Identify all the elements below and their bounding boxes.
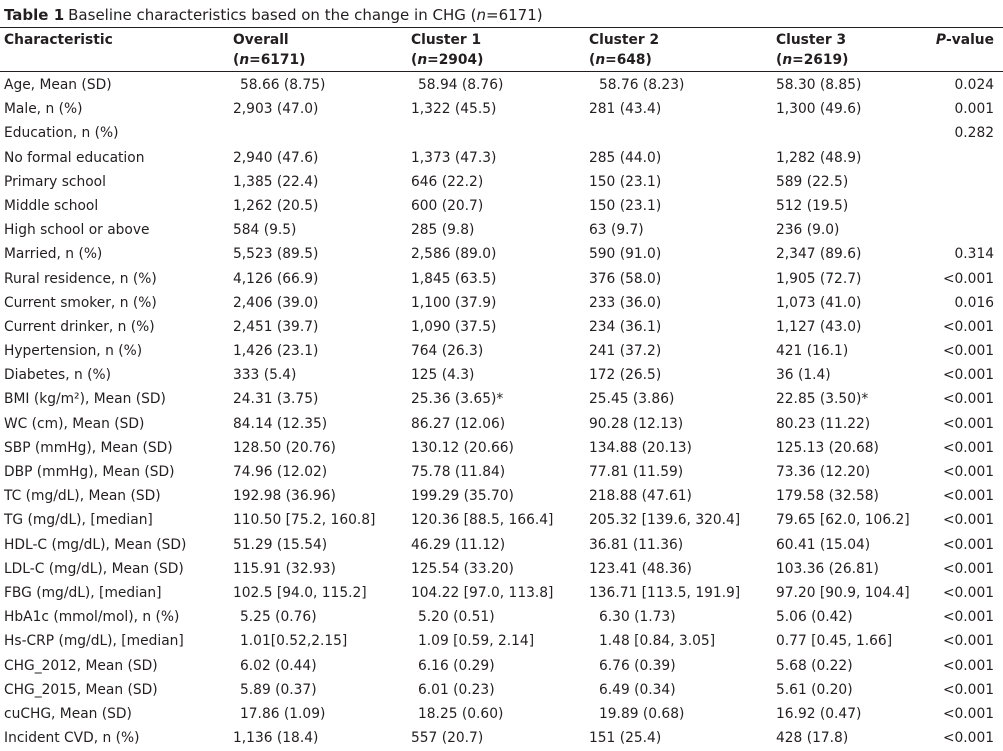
cell-pvalue: 0.282 bbox=[954, 125, 994, 142]
cell-pvalue: 0.314 bbox=[954, 246, 994, 263]
cell-overall: 2,406 (39.0) bbox=[233, 294, 319, 311]
table-row bbox=[0, 654, 1003, 678]
table-row bbox=[0, 97, 1003, 121]
row-label: Male, n (%) bbox=[4, 101, 83, 118]
cell-overall: 6.02 (0.44) bbox=[240, 657, 317, 674]
cell-cluster2: 205.32 [139.6, 320.4] bbox=[589, 512, 741, 529]
cell-cluster3: 421 (16.1) bbox=[776, 343, 849, 360]
cell-cluster2: 6.49 (0.34) bbox=[599, 681, 676, 698]
table-label: Table 1 bbox=[4, 6, 65, 24]
table-row bbox=[0, 605, 1003, 629]
cell-cluster1: 2,586 (89.0) bbox=[411, 246, 497, 263]
cell-pvalue: <0.001 bbox=[942, 367, 994, 384]
cell-cluster1: 646 (22.2) bbox=[411, 173, 484, 190]
cell-cluster2: 172 (26.5) bbox=[589, 367, 662, 384]
cell-overall: 1,136 (18.4) bbox=[233, 730, 319, 747]
cell-pvalue: <0.001 bbox=[942, 512, 994, 529]
cell-cluster2: 134.88 (20.13) bbox=[589, 439, 692, 456]
cell-overall: 24.31 (3.75) bbox=[233, 391, 319, 408]
cell-cluster1: 1,090 (37.5) bbox=[411, 318, 497, 335]
row-label: Married, n (%) bbox=[4, 246, 103, 263]
table-row bbox=[0, 387, 1003, 411]
row-label: CHG_2015, Mean (SD) bbox=[4, 681, 158, 698]
row-label: Diabetes, n (%) bbox=[4, 367, 112, 384]
table-row bbox=[0, 242, 1003, 266]
table-row bbox=[0, 267, 1003, 291]
table-row bbox=[0, 678, 1003, 702]
cell-cluster2: 19.89 (0.68) bbox=[599, 705, 685, 722]
table-top-rule bbox=[0, 27, 1003, 28]
cell-cluster1: 125 (4.3) bbox=[411, 367, 475, 384]
cell-cluster3: 73.36 (12.20) bbox=[776, 464, 871, 480]
cell-pvalue: <0.001 bbox=[942, 681, 994, 698]
header-pvalue: P-value bbox=[935, 32, 994, 48]
cell-cluster3: 125.13 (20.68) bbox=[776, 439, 879, 456]
cell-overall: 74.96 (12.02) bbox=[233, 464, 328, 480]
cell-cluster3: 80.23 (11.22) bbox=[776, 415, 871, 432]
table-row bbox=[0, 170, 1003, 194]
row-label: High school or above bbox=[4, 222, 150, 239]
cell-pvalue: <0.001 bbox=[942, 633, 994, 650]
cell-overall: 17.86 (1.09) bbox=[240, 705, 326, 722]
table-row bbox=[0, 484, 1003, 508]
cell-pvalue: <0.001 bbox=[942, 609, 994, 626]
cell-overall: 192.98 (36.96) bbox=[233, 488, 336, 505]
cell-cluster3: 1,282 (48.9) bbox=[776, 149, 862, 166]
cell-cluster1: 5.20 (0.51) bbox=[418, 609, 495, 626]
row-label: Rural residence, n (%) bbox=[4, 270, 157, 287]
header-characteristic: Characteristic bbox=[4, 32, 113, 48]
cell-cluster2: 218.88 (47.61) bbox=[589, 488, 692, 505]
cell-cluster2: 285 (44.0) bbox=[589, 149, 662, 166]
cell-cluster2: 6.76 (0.39) bbox=[599, 657, 676, 674]
cell-overall: 84.14 (12.35) bbox=[233, 415, 328, 432]
cell-cluster3: 1,127 (43.0) bbox=[776, 318, 862, 335]
row-label: SBP (mmHg), Mean (SD) bbox=[4, 439, 173, 456]
cell-cluster1: 104.22 [97.0, 113.8] bbox=[411, 584, 554, 601]
cell-cluster3: 0.77 [0.45, 1.66] bbox=[776, 633, 893, 650]
cell-cluster2: 233 (36.0) bbox=[589, 294, 662, 311]
cell-cluster3: 512 (19.5) bbox=[776, 197, 849, 214]
cell-pvalue: <0.001 bbox=[942, 657, 994, 674]
cell-overall: 2,940 (47.6) bbox=[233, 149, 319, 166]
table-row bbox=[0, 412, 1003, 436]
table-row bbox=[0, 146, 1003, 170]
header-cluster2: Cluster 2 (n=648) bbox=[589, 32, 660, 68]
cell-cluster1: 130.12 (20.66) bbox=[411, 439, 514, 456]
table-row bbox=[0, 581, 1003, 605]
cell-cluster2: 234 (36.1) bbox=[589, 318, 662, 335]
cell-overall: 102.5 [94.0, 115.2] bbox=[233, 584, 367, 601]
cell-cluster3: 5.68 (0.22) bbox=[776, 657, 853, 674]
cell-cluster1: 1.09 [0.59, 2.14] bbox=[418, 633, 535, 650]
cell-cluster2: 151 (25.4) bbox=[589, 730, 662, 747]
header-overall-n: (n=6171) bbox=[233, 52, 306, 68]
cell-cluster2: 1.48 [0.84, 3.05] bbox=[599, 633, 716, 650]
cell-overall: 5.25 (0.76) bbox=[240, 609, 317, 626]
row-label: BMI (kg/m²), Mean (SD) bbox=[4, 391, 166, 408]
cell-pvalue: <0.001 bbox=[942, 560, 994, 577]
cell-cluster3: 5.61 (0.20) bbox=[776, 681, 853, 698]
table-row bbox=[0, 460, 1003, 484]
cell-cluster2: 90.28 (12.13) bbox=[589, 415, 684, 432]
cell-cluster2: 241 (37.2) bbox=[589, 343, 662, 360]
cell-cluster1: 764 (26.3) bbox=[411, 343, 484, 360]
cell-pvalue: 0.001 bbox=[954, 101, 994, 118]
cell-cluster1: 285 (9.8) bbox=[411, 222, 475, 239]
table-row bbox=[0, 73, 1003, 97]
cell-pvalue: <0.001 bbox=[942, 488, 994, 505]
cell-cluster2: 25.45 (3.86) bbox=[589, 391, 675, 408]
cell-cluster3: 428 (17.8) bbox=[776, 730, 849, 747]
cell-pvalue: <0.001 bbox=[942, 343, 994, 360]
cell-cluster3: 79.65 [62.0, 106.2] bbox=[776, 512, 910, 529]
row-label: Middle school bbox=[4, 197, 99, 214]
table-row bbox=[0, 291, 1003, 315]
table-row bbox=[0, 194, 1003, 218]
row-label: cuCHG, Mean (SD) bbox=[4, 705, 132, 722]
cell-overall: 5,523 (89.5) bbox=[233, 246, 319, 263]
cell-cluster3: 1,073 (41.0) bbox=[776, 294, 862, 311]
cell-cluster2: 590 (91.0) bbox=[589, 246, 662, 263]
cell-pvalue: <0.001 bbox=[942, 391, 994, 408]
cell-pvalue: <0.001 bbox=[942, 730, 994, 747]
table-title: Baseline characteristics based on the change in CHG (n=6171) bbox=[68, 6, 543, 24]
table-row bbox=[0, 218, 1003, 242]
row-label: TG (mg/dL), [median] bbox=[4, 512, 153, 529]
table-row bbox=[0, 315, 1003, 339]
cell-cluster1: 120.36 [88.5, 166.4] bbox=[411, 512, 554, 529]
cell-cluster2: 58.76 (8.23) bbox=[599, 77, 685, 93]
cell-cluster1: 1,845 (63.5) bbox=[411, 270, 497, 287]
cell-cluster1: 6.16 (0.29) bbox=[418, 657, 495, 674]
cell-pvalue: <0.001 bbox=[942, 439, 994, 456]
table-row bbox=[0, 557, 1003, 581]
cell-cluster3: 236 (9.0) bbox=[776, 222, 840, 239]
cell-cluster1: 75.78 (11.84) bbox=[411, 464, 506, 480]
cell-cluster2: 36.81 (11.36) bbox=[589, 536, 684, 553]
cell-cluster3: 1,905 (72.7) bbox=[776, 270, 862, 287]
cell-cluster2: 123.41 (48.36) bbox=[589, 560, 692, 577]
cell-cluster1: 46.29 (11.12) bbox=[411, 536, 506, 553]
cell-cluster1: 125.54 (33.20) bbox=[411, 560, 514, 577]
row-label: WC (cm), Mean (SD) bbox=[4, 415, 145, 432]
table-row bbox=[0, 363, 1003, 387]
cell-overall: 1,262 (20.5) bbox=[233, 197, 319, 214]
row-label: Incident CVD, n (%) bbox=[4, 730, 140, 747]
row-label: Primary school bbox=[4, 173, 106, 190]
cell-overall: 115.91 (32.93) bbox=[233, 560, 336, 577]
cell-cluster3: 36 (1.4) bbox=[776, 367, 831, 384]
row-label: Current smoker, n (%) bbox=[4, 294, 157, 311]
cell-overall: 128.50 (20.76) bbox=[233, 439, 336, 456]
cell-pvalue: <0.001 bbox=[942, 536, 994, 553]
cell-cluster3: 97.20 [90.9, 104.4] bbox=[776, 584, 910, 601]
row-label: TC (mg/dL), Mean (SD) bbox=[4, 488, 161, 505]
cell-overall: 2,903 (47.0) bbox=[233, 101, 319, 118]
cell-cluster3: 179.58 (32.58) bbox=[776, 488, 879, 505]
row-label: Current drinker, n (%) bbox=[4, 318, 155, 335]
row-label: HDL-C (mg/dL), Mean (SD) bbox=[4, 536, 187, 553]
cell-overall: 58.66 (8.75) bbox=[240, 77, 326, 93]
table-row bbox=[0, 436, 1003, 460]
cell-cluster3: 58.30 (8.85) bbox=[776, 77, 862, 93]
row-label: DBP (mmHg), Mean (SD) bbox=[4, 464, 175, 480]
cell-pvalue: 0.024 bbox=[954, 77, 994, 93]
cell-cluster3: 1,300 (49.6) bbox=[776, 101, 862, 118]
cell-cluster1: 1,322 (45.5) bbox=[411, 101, 497, 118]
row-label: FBG (mg/dL), [median] bbox=[4, 584, 162, 601]
cell-cluster2: 6.30 (1.73) bbox=[599, 609, 676, 626]
cell-cluster2: 136.71 [113.5, 191.9] bbox=[589, 584, 741, 601]
row-label: Education, n (%) bbox=[4, 125, 119, 142]
row-label: Hs-CRP (mg/dL), [median] bbox=[4, 633, 184, 650]
row-label: CHG_2012, Mean (SD) bbox=[4, 657, 158, 674]
cell-overall: 1,426 (23.1) bbox=[233, 343, 319, 360]
row-label: Hypertension, n (%) bbox=[4, 343, 143, 360]
cell-cluster2: 63 (9.7) bbox=[589, 222, 644, 239]
cell-cluster2: 376 (58.0) bbox=[589, 270, 662, 287]
cell-cluster1: 6.01 (0.23) bbox=[418, 681, 495, 698]
cell-overall: 4,126 (66.9) bbox=[233, 270, 319, 287]
row-label: HbA1c (mmol/mol), n (%) bbox=[4, 609, 180, 626]
cell-cluster1: 25.36 (3.65)* bbox=[411, 391, 504, 408]
cell-pvalue: <0.001 bbox=[942, 270, 994, 287]
cell-overall: 1.01[0.52,2.15] bbox=[240, 633, 348, 650]
cell-cluster2: 150 (23.1) bbox=[589, 197, 662, 214]
header-cluster1: Cluster 1 (n=2904) bbox=[411, 32, 484, 68]
cell-cluster1: 600 (20.7) bbox=[411, 197, 484, 214]
row-label: No formal education bbox=[4, 149, 145, 166]
cell-cluster3: 60.41 (15.04) bbox=[776, 536, 871, 553]
cell-pvalue: <0.001 bbox=[942, 464, 994, 480]
cell-cluster1: 557 (20.7) bbox=[411, 730, 484, 747]
cell-overall: 5.89 (0.37) bbox=[240, 681, 317, 698]
cell-pvalue: <0.001 bbox=[942, 318, 994, 335]
cell-cluster2: 77.81 (11.59) bbox=[589, 464, 684, 480]
cell-cluster2: 281 (43.4) bbox=[589, 101, 662, 118]
header-cluster3: Cluster 3 (n=2619) bbox=[776, 32, 849, 68]
cell-pvalue: 0.016 bbox=[954, 294, 994, 311]
row-label: LDL-C (mg/dL), Mean (SD) bbox=[4, 560, 184, 577]
cell-pvalue: <0.001 bbox=[942, 705, 994, 722]
cell-pvalue: <0.001 bbox=[942, 415, 994, 432]
table-row bbox=[0, 339, 1003, 363]
cell-cluster3: 22.85 (3.50)* bbox=[776, 391, 869, 408]
table-row bbox=[0, 533, 1003, 557]
cell-cluster3: 2,347 (89.6) bbox=[776, 246, 862, 263]
cell-overall: 333 (5.4) bbox=[233, 367, 297, 384]
cell-overall: 1,385 (22.4) bbox=[233, 173, 319, 190]
table-header-rule bbox=[0, 71, 1003, 72]
table-row bbox=[0, 702, 1003, 726]
cell-pvalue: <0.001 bbox=[942, 584, 994, 601]
table-body bbox=[0, 73, 1003, 750]
cell-cluster3: 16.92 (0.47) bbox=[776, 705, 862, 722]
cell-cluster1: 1,100 (37.9) bbox=[411, 294, 497, 311]
cell-cluster2: 150 (23.1) bbox=[589, 173, 662, 190]
cell-cluster1: 58.94 (8.76) bbox=[418, 77, 504, 93]
cell-cluster3: 5.06 (0.42) bbox=[776, 609, 853, 626]
table-row bbox=[0, 508, 1003, 532]
cell-cluster3: 589 (22.5) bbox=[776, 173, 849, 190]
cell-cluster3: 103.36 (26.81) bbox=[776, 560, 879, 577]
cell-cluster1: 1,373 (47.3) bbox=[411, 149, 497, 166]
header-cluster2-n: (n=648) bbox=[589, 52, 652, 68]
table-row bbox=[0, 726, 1003, 750]
header-overall: Overall (n=6171) bbox=[233, 32, 306, 68]
header-cluster1-n: (n=2904) bbox=[411, 52, 484, 68]
cell-cluster1: 86.27 (12.06) bbox=[411, 415, 506, 432]
table-caption bbox=[4, 5, 543, 25]
table-row bbox=[0, 121, 1003, 145]
cell-overall: 110.50 [75.2, 160.8] bbox=[233, 512, 376, 529]
header-cluster3-n: (n=2619) bbox=[776, 52, 849, 68]
cell-overall: 584 (9.5) bbox=[233, 222, 297, 239]
cell-overall: 2,451 (39.7) bbox=[233, 318, 319, 335]
cell-cluster1: 199.29 (35.70) bbox=[411, 488, 514, 505]
cell-cluster1: 18.25 (0.60) bbox=[418, 705, 504, 722]
table-row bbox=[0, 629, 1003, 653]
row-label: Age, Mean (SD) bbox=[4, 77, 112, 93]
cell-overall: 51.29 (15.54) bbox=[233, 536, 328, 553]
